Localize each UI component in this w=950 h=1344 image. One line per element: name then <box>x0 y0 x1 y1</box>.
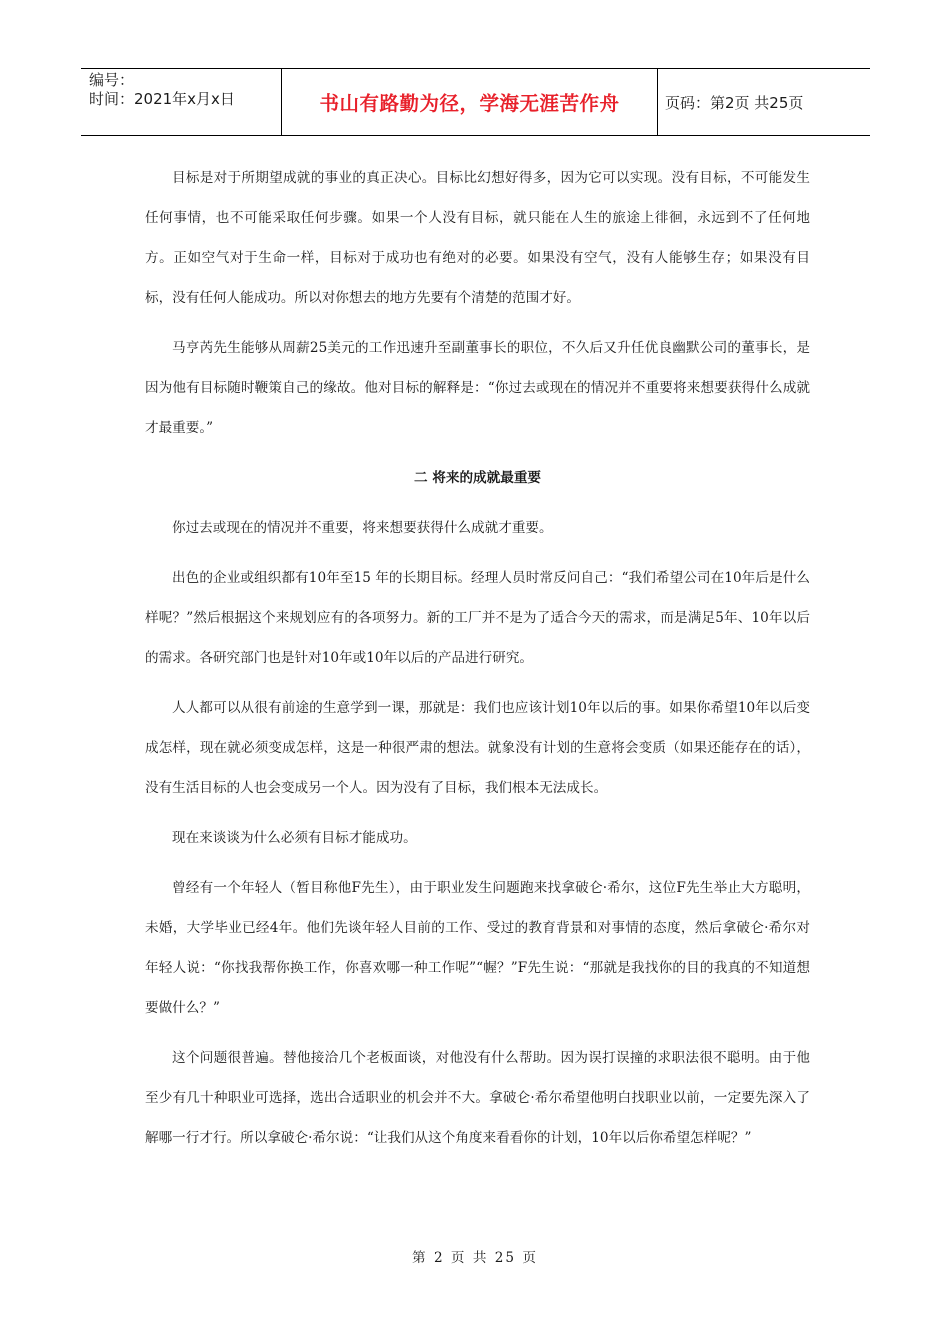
section-heading: 二 将来的成就最重要 <box>413 470 542 486</box>
paragraph: 这个问题很普遍。替他接洽几个老板面谈，对他没有什么帮助。因为误打误撞的求职法很不聪明。由于他至少有几十种职业可选择，选出合适职业的机会并不大。拿破仑·希尔希望他明白找职业以前，一定要先深入了解哪一行才行。所以拿破仑·希尔说：“让我们从这个角度来看看你的计划，10年以后你希望怎样呢？” <box>145 1050 810 1146</box>
time-label: 时间：2021年x月x日 <box>89 90 235 108</box>
serial-label: 编号： <box>89 71 135 89</box>
document-body <box>145 158 810 1168</box>
page-footer: 第 2 页 共 25 页 <box>412 1250 538 1266</box>
header-motto: 书山有路勤为径，学海无涯苦作舟 <box>282 69 658 135</box>
paragraph: 目标是对于所期望成就的事业的真正决心。目标比幻想好得多，因为它可以实现。没有目标，不可能发生任何事情，也不可能采取任何步骤。如果一个人没有目标，就只能在人生的旅途上徘徊，永远到不了任何地方。正如空气对于生命一样，目标对于成功也有绝对的必要。如果没有空气，没有人能够生存；如果没有目标，没有任何人能成功。所以对你想去的地方先要有个清楚的范围才好。 <box>145 170 810 306</box>
paragraph: 你过去或现在的情况并不重要，将来想要获得什么成就才重要。 <box>172 520 553 536</box>
paragraph: 人人都可以从很有前途的生意学到一课，那就是：我们也应该计划10年以后的事。如果你希望10年以后变成怎样，现在就必须变成怎样，这是一种很严肃的想法。就象没有计划的生意将会变质（如果还能存在的话），没有生活目标的人也会变成另一个人。因为没有了目标，我们根本无法成长。 <box>145 700 810 796</box>
paragraph: 曾经有一个年轻人（暂目称他F先生），由于职业发生问题跑来找拿破仑·希尔，这位F先生举止大方聪明，未婚，大学毕业已经4年。他们先谈年轻人目前的工作、受过的教育背景和对事情的态度，然后拿破仑·希尔对年轻人说：“你找我帮你换工作，你喜欢哪一种工作呢”“幄？”F先生说：“那就是我找你的目的我真的不知道想要做什么？” <box>145 880 810 1016</box>
paragraph: 出色的企业或组织都有10年至15 年的长期目标。经理人员时常反问自己：“我们希望公司在10年后是什么样呢？”然后根据这个来规划应有的各项努力。新的工厂并不是为了适合今天的需求，而是满足5年、10年以后的需求。各研究部门也是针对10年或10年以后的产品进行研究。 <box>145 570 810 666</box>
paragraph: 现在来谈谈为什么必须有目标才能成功。 <box>172 830 417 846</box>
document-header <box>81 68 870 136</box>
header-meta <box>81 69 282 135</box>
header-page-code: 页码：第2页 共25页 <box>665 93 804 112</box>
paragraph: 马亨芮先生能够从周薪25美元的工作迅速升至副董事长的职位，不久后又升任优良幽默公司的董事长，是因为他有目标随时鞭策自己的缘故。他对目标的解释是：“你过去或现在的情况并不重要将来想要获得什么成就才最重要。” <box>145 340 810 436</box>
